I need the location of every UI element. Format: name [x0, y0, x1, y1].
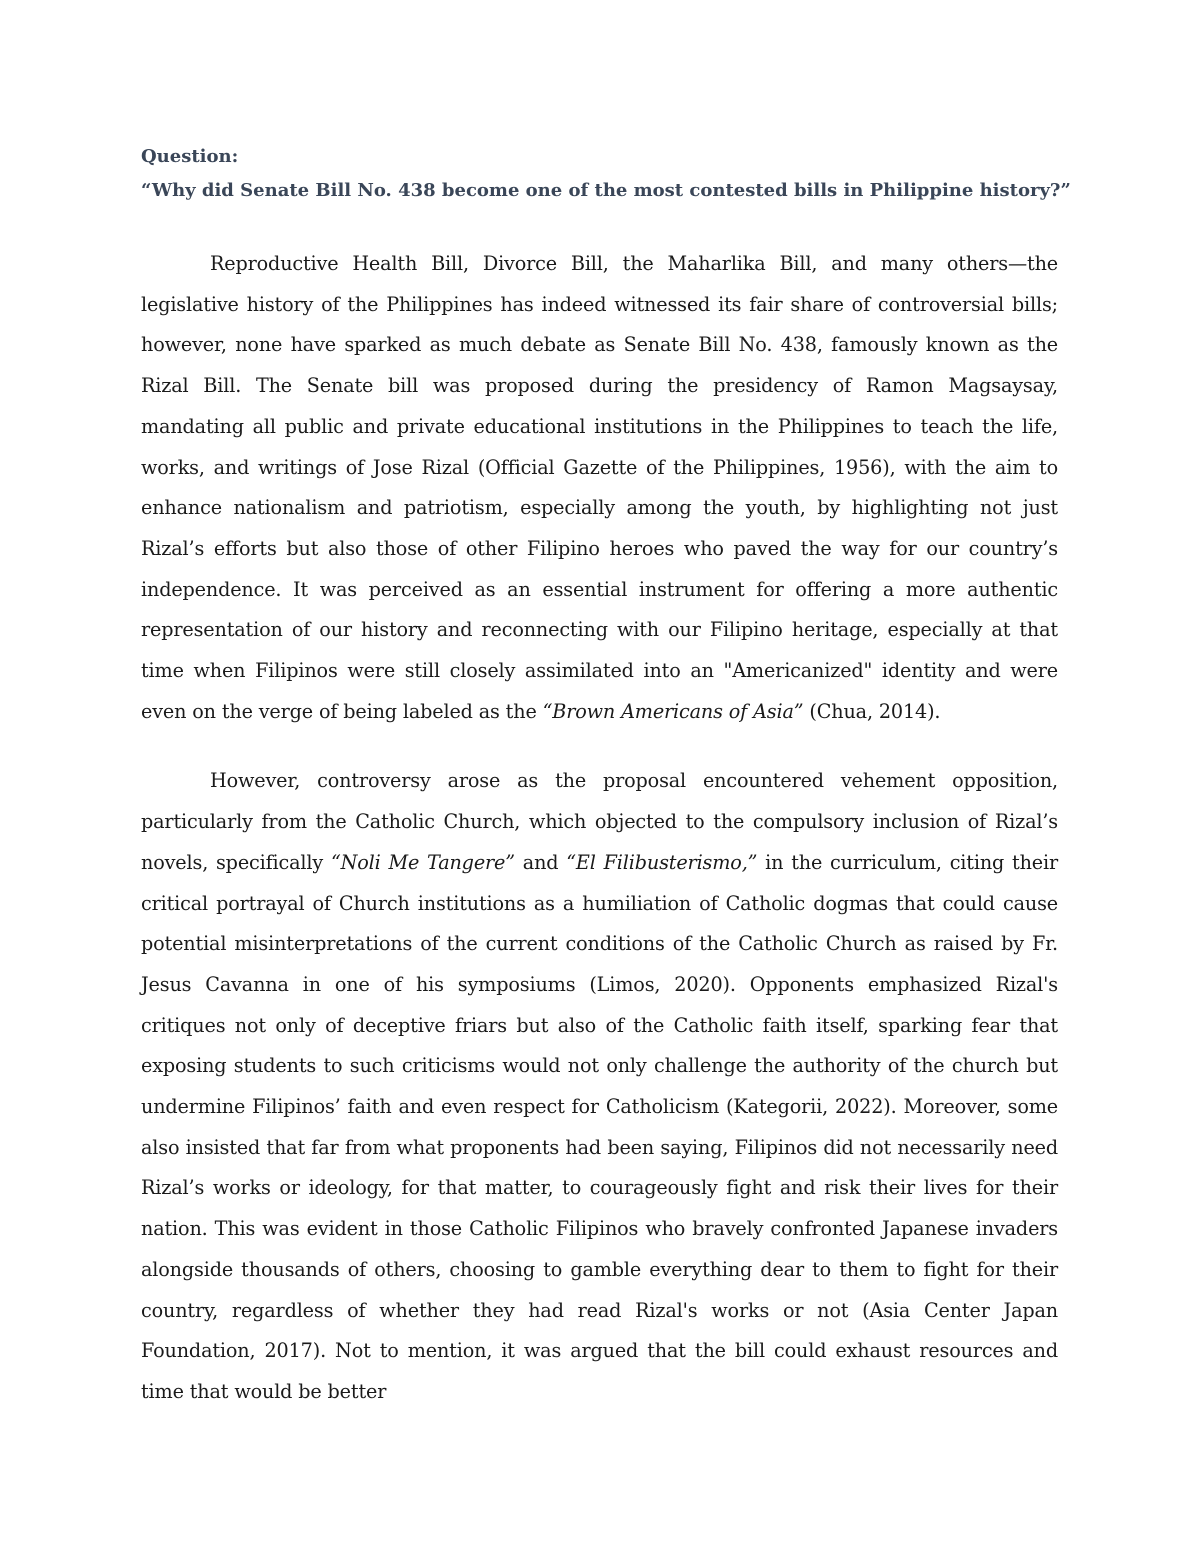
paragraph-2-text-a: However, controversy arose as the proposal encountered vehement opposition, particularly from the Catholic Church, which objected to the compulsory inclusion of Rizal’s novels, specifically [141, 769, 1058, 874]
question-heading: “Why did Senate Bill No. 438 become one of the most contested bills in Philippine history?” [141, 180, 1071, 201]
paragraph-2-text-b: and [514, 850, 567, 874]
document-page [141, 142, 1071, 1413]
paragraph-2-italic-title-2: “El Filibusterismo,” [566, 850, 758, 874]
paragraph-2-italic-title-1: “Noli Me Tangere” [330, 850, 515, 874]
question-label: Question: [141, 146, 239, 167]
paragraph-1-text-b: (Chua, 2014). [803, 699, 941, 723]
body-paragraph-2 [141, 761, 1058, 1412]
body-paragraph-1 [141, 244, 1058, 732]
paragraph-2-text-c: in the curriculum, citing their critical portrayal of Church institutions as a humiliation of Catholic dogmas that could cause potential misinterpretations of the current conditions of the Catholic Church as raised by Fr. Jesus Cavanna in one of his symposiums (Limos, 2020). Opponents emphasized Rizal's critiques not only of deceptive friars but also of the Catholic faith itself, sparking fear that exposing students to such criticisms would not only challenge the authority of the church but undermine Filipinos’ faith and even respect for Catholicism (Kategorii, 2022). Moreover, some also insisted that far from what proponents had been saying, Filipinos did not necessarily need Rizal’s works or ideology, for that matter, to courageously fight and risk their lives for their nation. This was evident in those Catholic Filipinos who bravely confronted Japanese invaders alongside thousands of others, choosing to gamble everything dear to them to fight for their country, regardless of whether they had read Rizal's works or not (Asia Center Japan Foundation, 2017). Not to mention, it was argued that the bill could exhaust resources and time that would be better [141, 850, 1059, 1403]
paragraph-1-text-a: Reproductive Health Bill, Divorce Bill, the Maharlika Bill, and many others—the legislative history of the Philippines has indeed witnessed its fair share of controversial bills; however, none have sparked as much debate as Senate Bill No. 438, famously known as the Rizal Bill. The Senate bill was proposed during the presidency of Ramon Magsaysay, mandating all public and private educational institutions in the Philippines to teach the life, works, and writings of Jose Rizal (Official Gazette of the Philippines, 1956), with the aim to enhance nationalism and patriotism, especially among the youth, by highlighting not just Rizal’s efforts but also those of other Filipino heroes who paved the way for our country’s independence. It was perceived as an essential instrument for offering a more authentic representation of our history and reconnecting with our Filipino heritage, especially at that time when Filipinos were still closely assimilated into an "Americanized" identity and were even on the verge of being labeled as the [141, 252, 1058, 723]
paragraph-1-italic-quote: “Brown Americans of Asia” [542, 699, 804, 723]
